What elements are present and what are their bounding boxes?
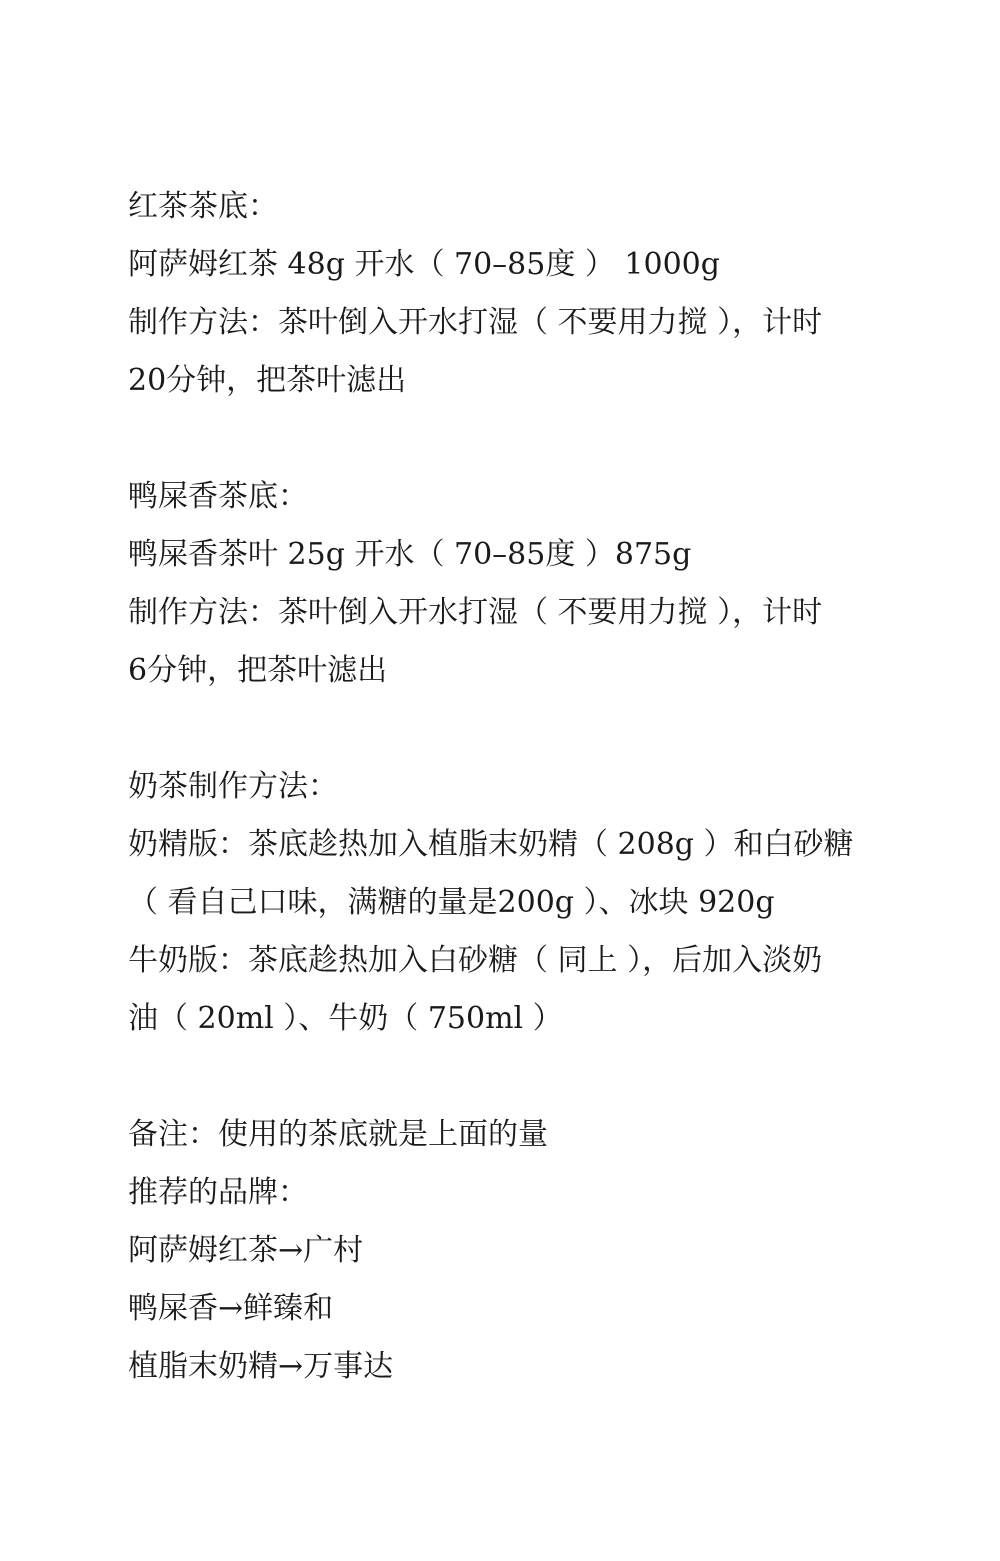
method-line: 奶精版：茶底趁热加入植脂末奶精（ 208g ）和白砂糖 bbox=[128, 827, 854, 862]
section-duck-shit-aroma-base bbox=[128, 468, 888, 700]
method-line: 油（ 20ml ）、牛奶（ 750ml ） bbox=[128, 1001, 563, 1036]
method-line: 制作方法：茶叶倒入开水打湿（ 不要用力搅 ），计时 bbox=[128, 595, 823, 630]
method-line: 牛奶版：茶底趁热加入白砂糖（ 同上 ），后加入淡奶 bbox=[128, 943, 823, 978]
recipe-document bbox=[128, 178, 888, 1396]
section-black-tea-base bbox=[128, 178, 888, 410]
brand-item: 鸭屎香→鲜臻和 bbox=[128, 1291, 334, 1326]
ingredients-line: 阿萨姆红茶 48g 开水（ 70–85度 ） 1000g bbox=[128, 247, 720, 282]
method-line: 6分钟，把茶叶滤出 bbox=[128, 653, 388, 688]
method-line: 制作方法：茶叶倒入开水打湿（ 不要用力搅 ），计时 bbox=[128, 305, 823, 340]
section-milk-tea-method bbox=[128, 758, 888, 1048]
section-heading: 红茶茶底： bbox=[128, 189, 278, 224]
section-heading: 奶茶制作方法： bbox=[128, 769, 338, 804]
brand-item: 阿萨姆红茶→广村 bbox=[128, 1233, 364, 1268]
ingredients-line: 鸭屎香茶叶 25g 开水（ 70–85度 ）875g bbox=[128, 537, 692, 572]
section-spacer bbox=[128, 410, 888, 468]
section-spacer bbox=[128, 1048, 888, 1106]
note-line: 备注：使用的茶底就是上面的量 bbox=[128, 1117, 548, 1152]
brands-heading: 推荐的品牌： bbox=[128, 1175, 308, 1210]
method-line: （ 看自己口味，满糖的量是200g ）、冰块 920g bbox=[128, 885, 775, 920]
section-heading: 鸭屎香茶底： bbox=[128, 479, 308, 514]
section-notes-brands bbox=[128, 1106, 888, 1396]
section-spacer bbox=[128, 700, 888, 758]
method-line: 20分钟，把茶叶滤出 bbox=[128, 363, 407, 398]
brand-item: 植脂末奶精→万事达 bbox=[128, 1349, 394, 1384]
